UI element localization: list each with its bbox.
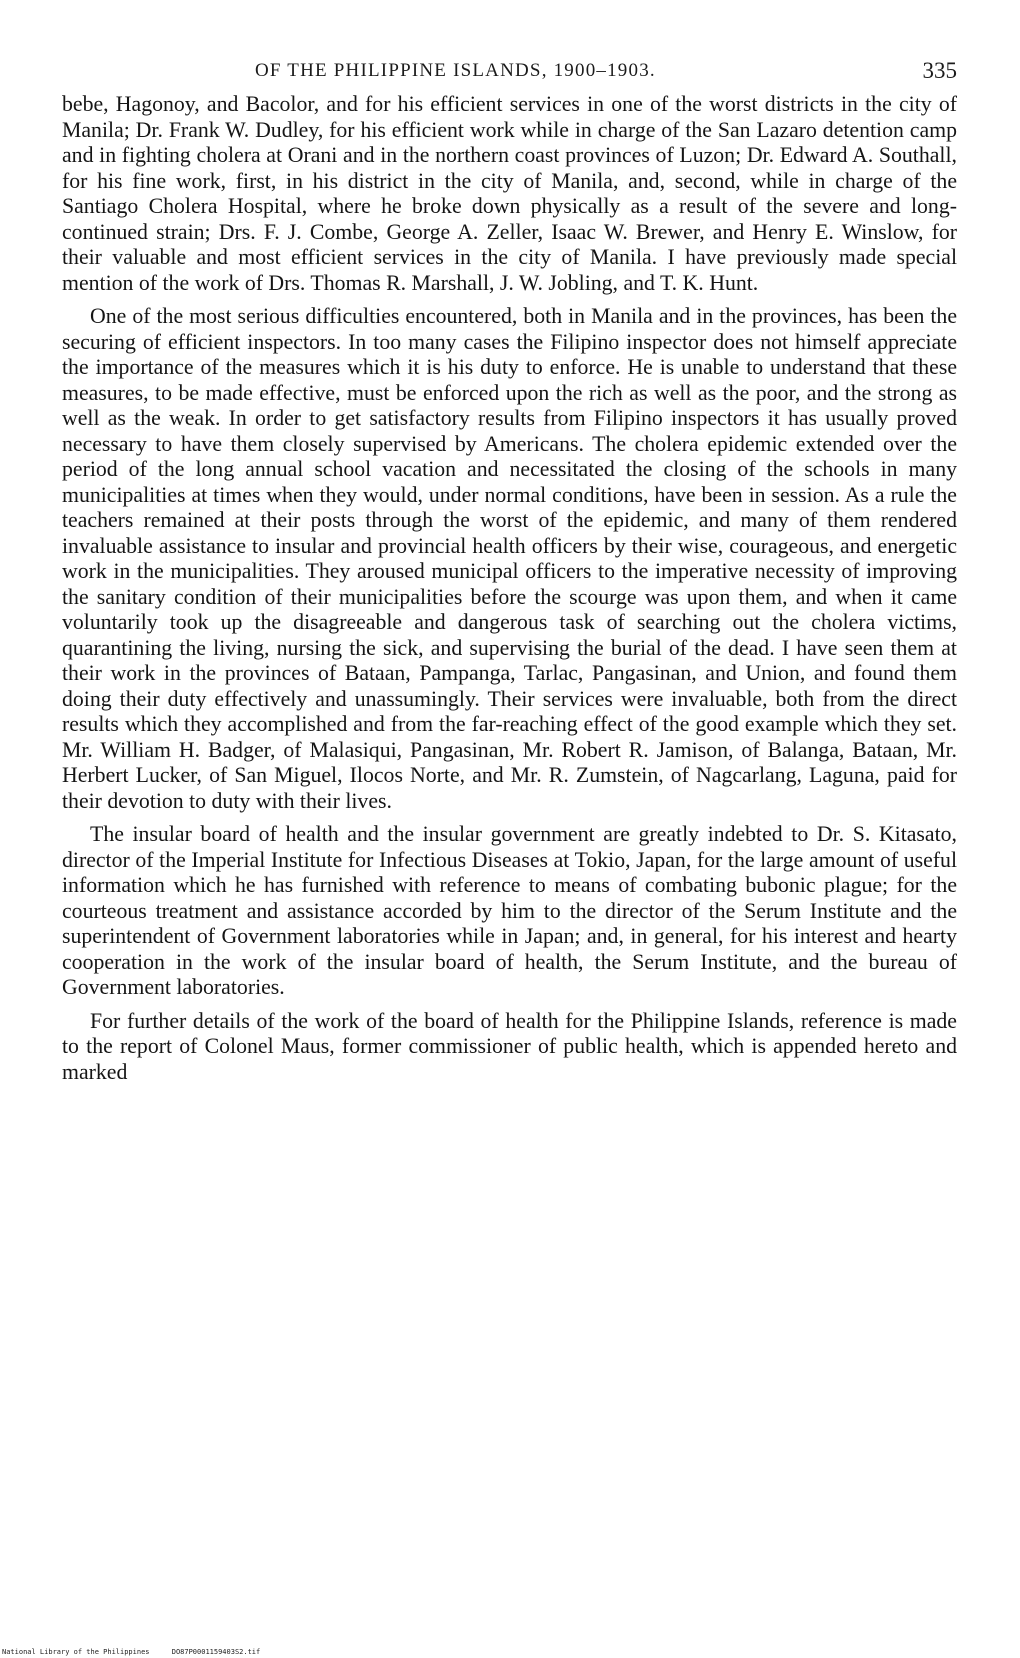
page-number: 335 (922, 58, 957, 83)
scan-file-id: DO87P0001159403S2.tif (171, 1648, 261, 1656)
paragraph-kitasato: The insular board of health and the insular government are greatly indebted to Dr. S. Kitasato, director of the Imperial Institute for Infectious Diseases at Tokio, Japan, for the large amount of useful information which he has furnished with reference to means of combating bubonic plague; for the courteous treatment and assistance accorded by him to the director of the Serum Institute and the superintendent of Government laboratories while in Japan; and, in general, for his interest and hearty cooperation in the work of the insular board of health, the Serum Institute, and the bureau of Government laboratories. (62, 822, 957, 999)
paragraph-further-details: For further details of the work of the board of health for the Philippine Islands, reference is made to the report of Colonel Maus, former commissioner of public health, which is appended hereto and marked (62, 1008, 957, 1084)
paragraph-inspectors: One of the most serious difficulties encountered, both in Manila and in the provinces, has been the securing of efficient inspectors. In too many cases the Filipino inspector does not himself appreciate the importance of the measures which it is his duty to enforce. He is unable to understand that these measures, to be made effective, must be enforced upon the rich as well as the poor, and the strong as well as the weak. In order to get satisfactory results from Filipino inspectors it has usually proved necessary to have them closely supervised by Americans. The cholera epidemic extended over the period of the long annual school vacation and necessitated the closing of the schools in many municipalities at times when they would, under normal conditions, have been in session. As a rule the teachers remained at their posts through the worst of the epidemic, and many of them rendered invaluable assistance to insular and provincial health officers by their wise, courageous, and energetic work in the municipalities. They aroused municipal officers to the imperative necessity of improving the sanitary condition of their municipalities before the scourge was upon them, and when it came voluntarily took up the disagreeable and dangerous task of searching out the cholera victims, quarantining the living, nursing the sick, and supervising the burial of the dead. I have seen them at their work in the provinces of Bataan, Pampanga, Tarlac, Pangasinan, and Union, and found them doing their duty effectively and unassumingly. Their services were invaluable, both from the direct results which they accomplished and from the far-reaching effect of the good example which they set. Mr. William H. Badger, of Malasiqui, Pangasinan, Mr. Robert R. Jamison, of Balanga, Bataan, Mr. Herbert Lucker, of San Miguel, Ilocos Norte, and Mr. R. Zumstein, of Nagcarlang, Laguna, paid for their devotion to duty with their lives. (62, 304, 957, 813)
paragraph-continued: bebe, Hagonoy, and Bacolor, and for his efficient services in one of the worst districts in the city of Manila; Dr. Frank W. Dudley, for his efficient work while in charge of the San Lazaro detention camp and in fighting cholera at Orani and in the northern coast provinces of Luzon; Dr. Edward A. Southall, for his fine work, first, in his district in the city of Manila, and, second, while in charge of the Santiago Cholera Hospital, where he broke down physically as a result of the severe and long-continued strain; Drs. F. J. Combe, George A. Zeller, Isaac W. Brewer, and Henry E. Winslow, for their valuable and most efficient services in the city of Manila. I have previously made special mention of the work of Drs. Thomas R. Marshall, J. W. Jobling, and T. K. Hunt. (62, 92, 957, 295)
scan-footer (2, 1648, 278, 1656)
body-text (62, 92, 957, 1093)
running-head: OF THE PHILIPPINE ISLANDS, 1900–1903. (255, 60, 656, 81)
library-credit: National Library of the Philippines (2, 1648, 150, 1656)
